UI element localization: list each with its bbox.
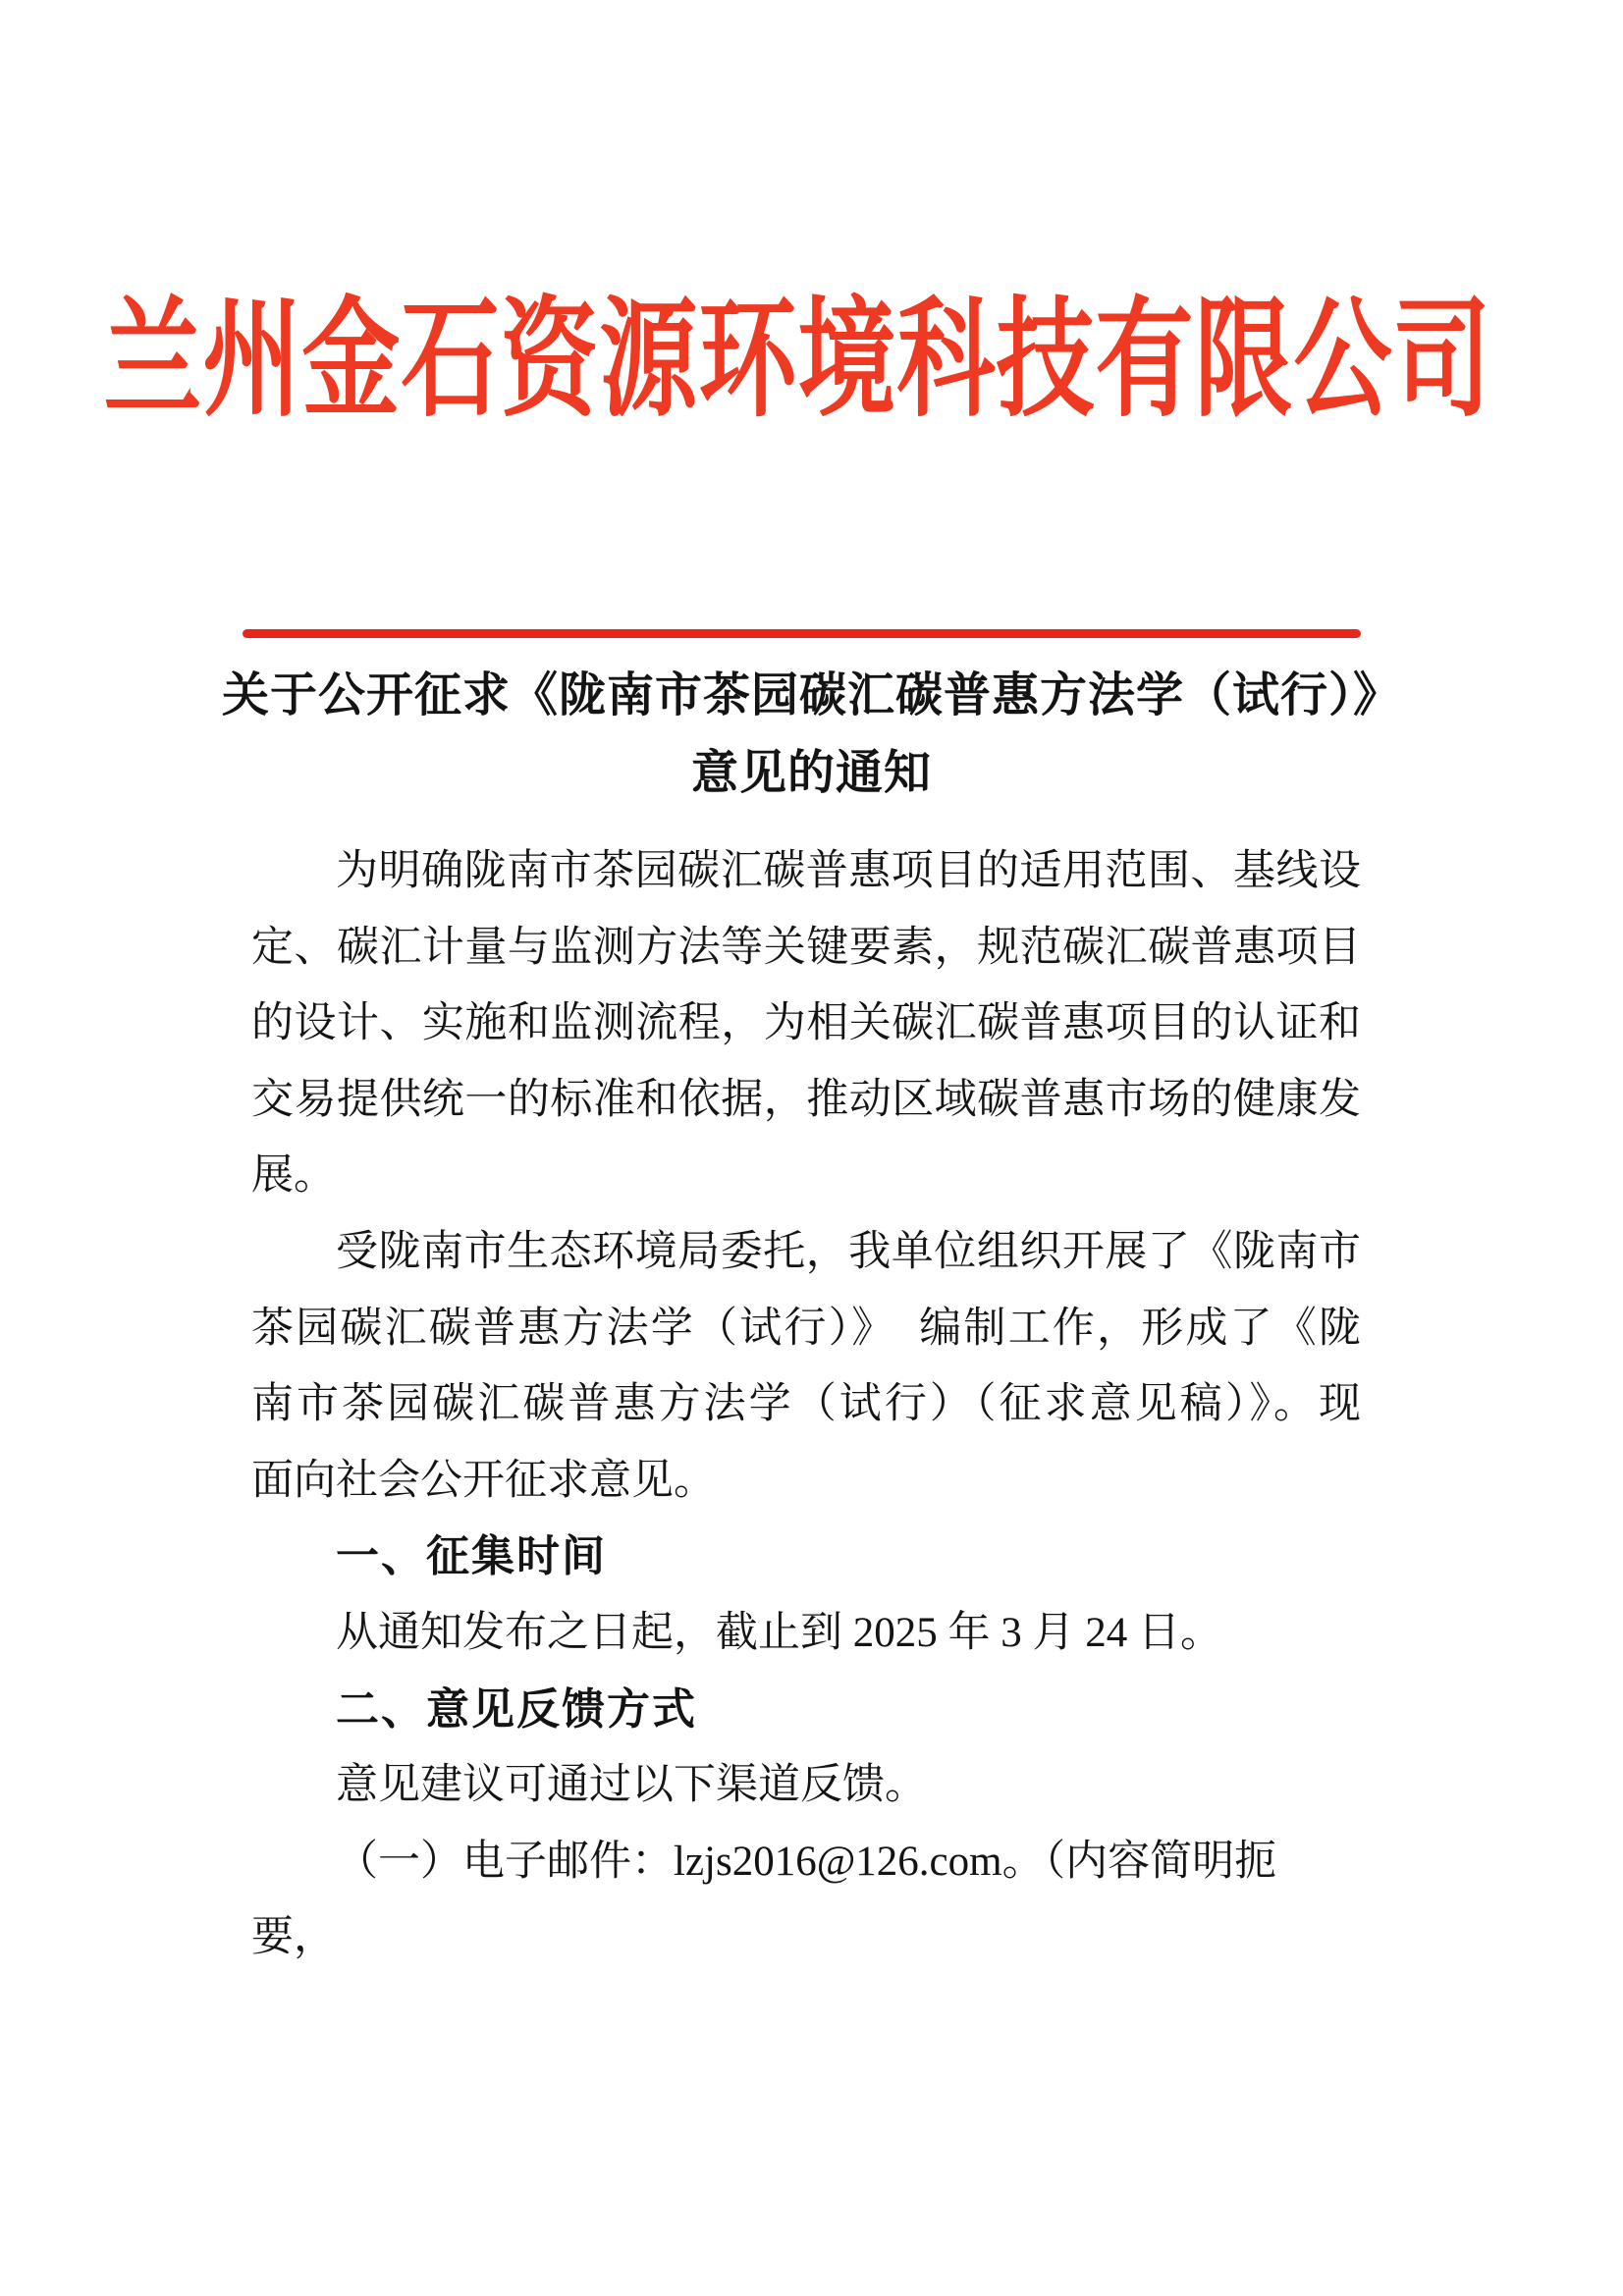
body-line: 茶园碳汇碳普惠方法学（试行）》 编制工作，形成了《陇 [251,1305,1361,1352]
body-line: 的设计、实施和监测流程，为相关碳汇碳普惠项目的认证和 [251,1000,1361,1047]
body-line: 受陇南市生态环境局委托，我单位组织开展了《陇南市 [336,1228,1361,1275]
body-line: 意见建议可通过以下渠道反馈。 [336,1762,927,1809]
notice-title-line-2: 意见的通知 [690,747,932,799]
notice-title [0,657,1623,812]
body-line: 定、碳汇计量与监测方法等关键要素，规范碳汇碳普惠项目 [251,924,1361,971]
body-line: 为明确陇南市茶园碳汇碳普惠项目的适用范围、基线设 [336,848,1361,894]
body-line-email: （一）电子邮件：lzjs2016@126.com。（内容简明扼要， [251,1838,1277,1961]
body-line: 面向社会公开征求意见。 [251,1457,716,1504]
section-heading-collection-time: 一、征集时间 [336,1532,607,1581]
body-line: 展。 [251,1152,336,1200]
company-letterhead: 兰州金石资源环境科技有限公司 [103,289,1492,433]
notice-body [251,833,1361,1961]
section-heading-feedback-method: 二、意见反馈方式 [336,1684,697,1734]
letterhead-divider [243,629,1361,638]
notice-title-line-1: 关于公开征求《陇南市茶园碳汇碳普惠方法学（试行）》 [221,669,1401,721]
body-line: 南市茶园碳汇碳普惠方法学（试行）（征求意见稿）》。现 [251,1381,1361,1428]
body-line: 交易提供统一的标准和依据，推动区域碳普惠市场的健康发 [251,1076,1361,1123]
body-line: 从通知发布之日起，截止到 2025 年 3 月 24 日。 [336,1609,1222,1656]
